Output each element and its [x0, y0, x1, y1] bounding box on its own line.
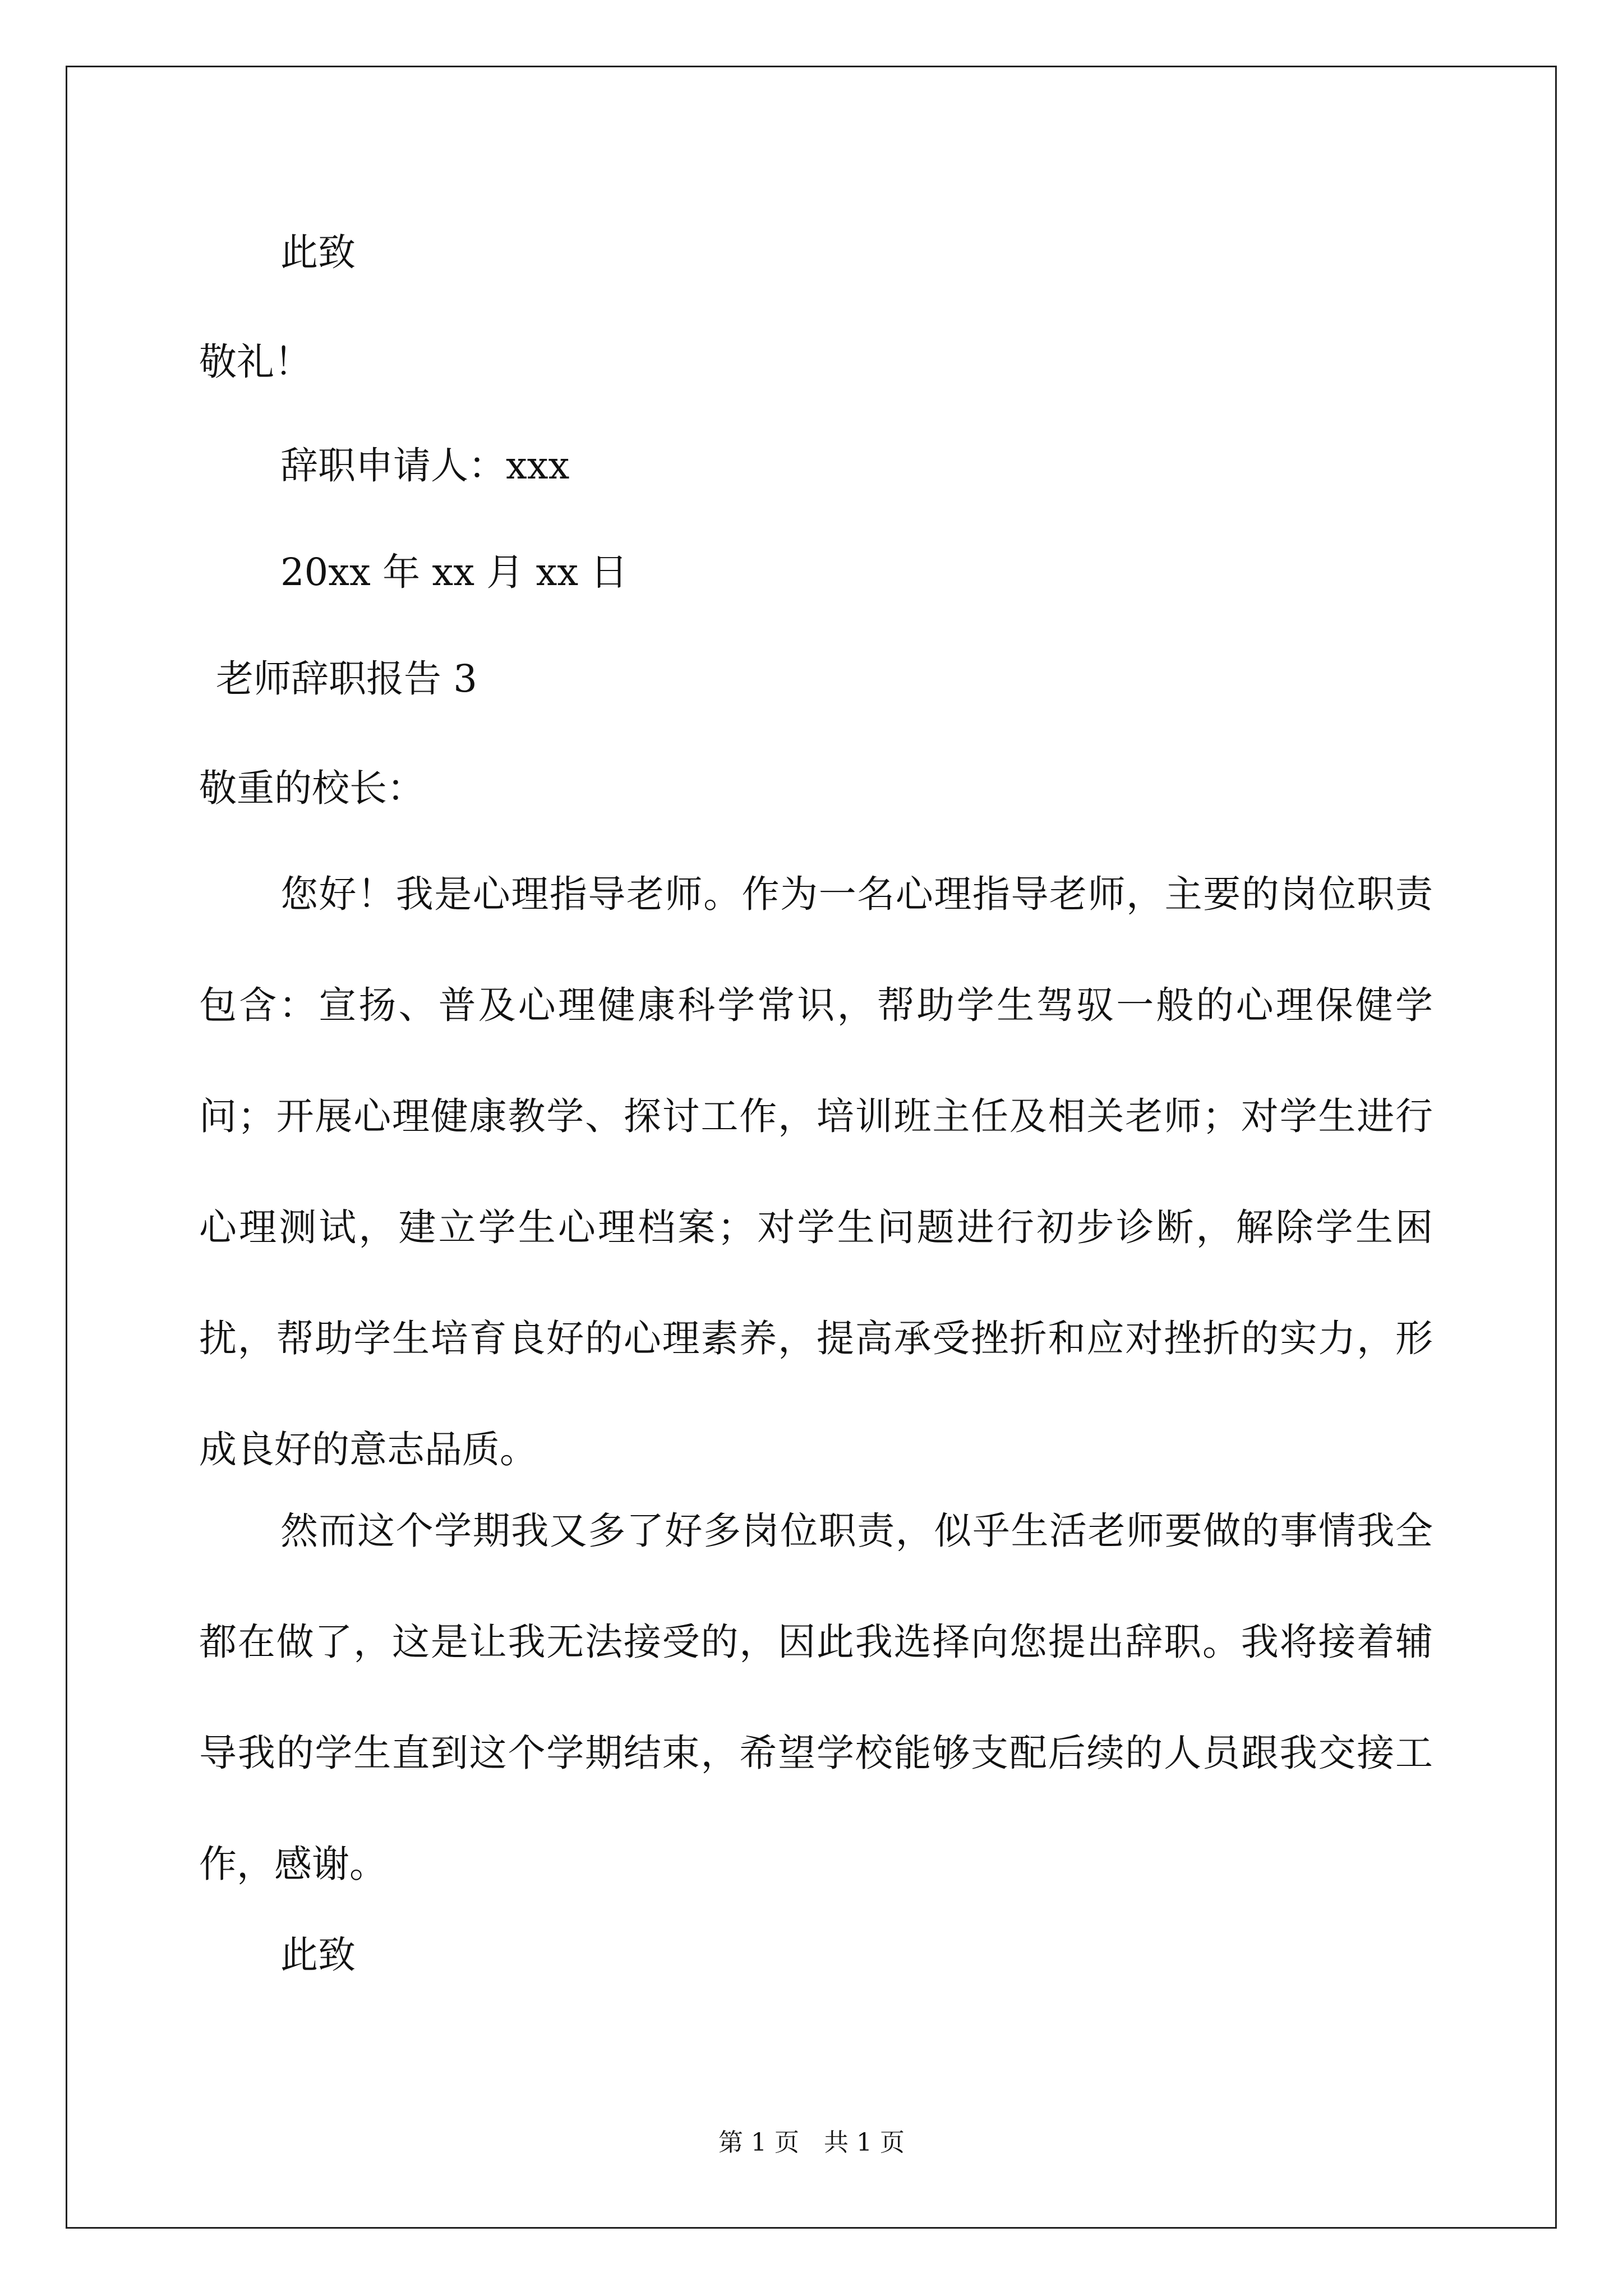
body-paragraph-1: 您好！我是心理指导老师。作为一名心理指导老师，主要的岗位职责包含：宣扬、普及心理健康科学常识，帮助学生驾驭一般的心理保健学问；开展心理健康教学、探讨工作，培训班主任及相关老师；对学生进行心理测试，建立学生心理档案；对学生问题进行初步诊断，解除学生困扰，帮助学生培育良好的心理素养，提高承受挫折和应对挫折的实力，形成良好的意志品质。	[199, 872, 1433, 1471]
closing-line: 此致	[280, 231, 356, 274]
salutation-line: 敬礼！	[199, 340, 312, 384]
page-footer: 第 1 页 共 1 页	[718, 2128, 905, 2157]
greeting-line: 敬重的校长：	[199, 766, 425, 810]
signature-line: 辞职申请人：xxx	[280, 444, 570, 487]
section-title: 老师辞职报告 3	[216, 657, 477, 701]
closing-line-2: 此致	[280, 1933, 356, 1977]
date-line: 20xx 年 xx 月 xx 日	[280, 550, 628, 594]
body-paragraph-2: 然而这个学期我又多了好多岗位职责，似乎生活老师要做的事情我全都在做了，这是让我无法接受的，因此我选择向您提出辞职。我将接着辅导我的学生直到这个学期结束，希望学校能够支配后续的人员跟我交接工作，感谢。	[199, 1509, 1433, 1886]
